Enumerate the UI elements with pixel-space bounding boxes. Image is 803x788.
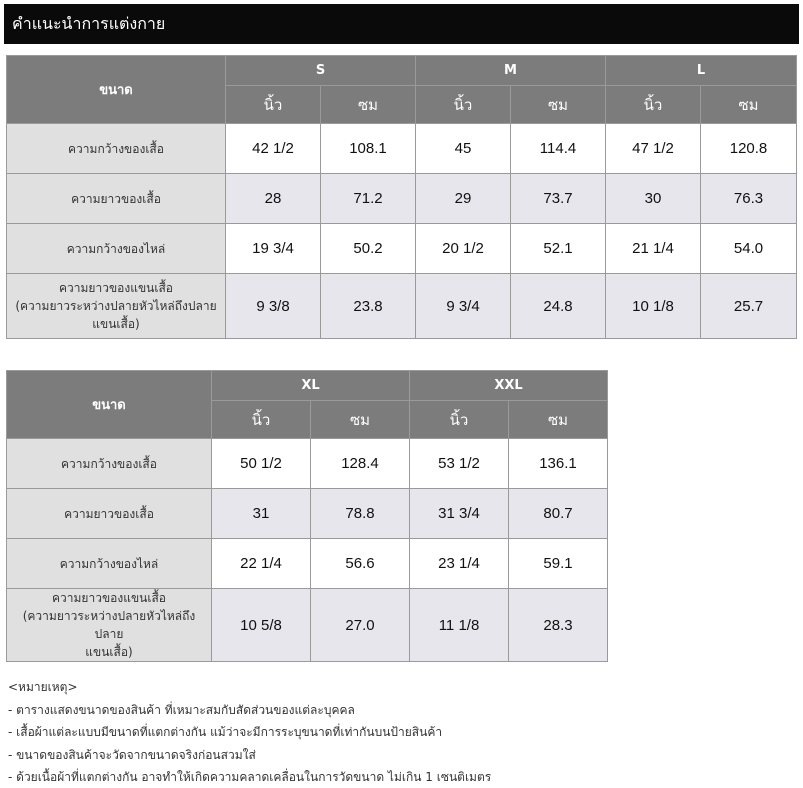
page-title: คำแนะนำการแต่งกาย	[4, 4, 799, 44]
table-cell: 25.7	[701, 274, 797, 339]
notes-heading: <หมายเหตุ>	[8, 680, 78, 694]
unit-inch-header: นิ้ว	[416, 86, 511, 124]
note-item: - เสื้อผ้าแต่ละแบบมีขนาดที่แตกต่างกัน แม้ว่าจะมีการระบุขนาดที่เท่ากันบนป้ายสินค้า	[8, 725, 443, 739]
size-table-s-m-l	[6, 55, 797, 339]
size-header: ขนาด	[7, 56, 226, 124]
unit-inch-header: นิ้ว	[226, 86, 321, 124]
row-label-line: ความยาวของแขนเสื้อ	[52, 591, 166, 605]
row-label-chest-width: ความกว้างของเสื้อ	[7, 124, 226, 174]
row-label-line: ความยาวของแขนเสื้อ	[59, 281, 173, 295]
size-s-header: S	[226, 56, 416, 86]
table-row	[7, 174, 797, 224]
table-cell: 56.6	[311, 539, 410, 589]
table-cell: 24.8	[511, 274, 606, 339]
row-label-body-length: ความยาวของเสื้อ	[7, 174, 226, 224]
row-label-line: (ความยาวระหว่างปลายหัวไหล่ถึงปลาย	[15, 299, 217, 313]
size-header: ขนาด	[7, 371, 212, 439]
table-cell: 20 1/2	[416, 224, 511, 274]
table-cell: 30	[606, 174, 701, 224]
table-cell: 27.0	[311, 589, 410, 662]
note-item: - ตารางแสดงขนาดของสินค้า ที่เหมาะสมกับสัดส่วนของแต่ละบุคคล	[8, 702, 355, 717]
table-cell: 52.1	[511, 224, 606, 274]
table-cell: 47 1/2	[606, 124, 701, 174]
table-row	[7, 589, 608, 662]
table-cell: 23.8	[321, 274, 416, 339]
table-cell: 28.3	[509, 589, 608, 662]
table-cell: 11 1/8	[410, 589, 509, 662]
unit-cm-header: ซม	[511, 86, 606, 124]
size-l-header: L	[606, 56, 797, 86]
table-cell: 50 1/2	[212, 439, 311, 489]
note-item: - ด้วยเนื้อผ้าที่แตกต่างกัน อาจทำให้เกิดความคลาดเคลื่อนในการวัดขนาด ไม่เกิน 1 เซนติเมตร	[8, 770, 492, 784]
row-label-sleeve-length	[7, 274, 226, 339]
table-cell: 78.8	[311, 489, 410, 539]
unit-cm-header: ซม	[321, 86, 416, 124]
table-cell: 31	[212, 489, 311, 539]
table-cell: 76.3	[701, 174, 797, 224]
table-cell: 128.4	[311, 439, 410, 489]
table-cell: 114.4	[511, 124, 606, 174]
row-label-chest-width: ความกว้างของเสื้อ	[7, 439, 212, 489]
row-label-line: (ความยาวระหว่างปลายหัวไหล่ถึงปลาย	[22, 609, 196, 641]
note-item: - ขนาดของสินค้าจะวัดจากขนาดจริงก่อนสวมใส่	[8, 747, 256, 762]
table-cell: 80.7	[509, 489, 608, 539]
size-xl-header: XL	[212, 371, 410, 401]
row-label-sleeve-length	[7, 589, 212, 662]
table-cell: 50.2	[321, 224, 416, 274]
table-row	[7, 439, 608, 489]
table-row	[7, 539, 608, 589]
table-cell: 120.8	[701, 124, 797, 174]
table-row	[7, 224, 797, 274]
table-cell: 21 1/4	[606, 224, 701, 274]
table-cell: 19 3/4	[226, 224, 321, 274]
table-cell: 42 1/2	[226, 124, 321, 174]
table-cell: 31 3/4	[410, 489, 509, 539]
notes-section	[8, 676, 798, 788]
row-label-line: แขนเสื้อ)	[92, 317, 140, 331]
table-row	[7, 274, 797, 339]
row-label-line: แขนเสื้อ)	[85, 645, 133, 659]
unit-inch-header: นิ้ว	[212, 401, 311, 439]
table-cell: 53 1/2	[410, 439, 509, 489]
table-cell: 54.0	[701, 224, 797, 274]
table-cell: 29	[416, 174, 511, 224]
table-cell: 45	[416, 124, 511, 174]
table-row	[7, 489, 608, 539]
table-cell: 9 3/4	[416, 274, 511, 339]
size-table-xl-xxl	[6, 370, 608, 662]
table-cell: 28	[226, 174, 321, 224]
size-m-header: M	[416, 56, 606, 86]
row-label-body-length: ความยาวของเสื้อ	[7, 489, 212, 539]
table-cell: 23 1/4	[410, 539, 509, 589]
unit-cm-header: ซม	[701, 86, 797, 124]
table-cell: 136.1	[509, 439, 608, 489]
table-cell: 22 1/4	[212, 539, 311, 589]
size-xxl-header: XXL	[410, 371, 608, 401]
table-cell: 108.1	[321, 124, 416, 174]
row-label-shoulder-width: ความกว้างของไหล่	[7, 224, 226, 274]
unit-cm-header: ซม	[311, 401, 410, 439]
table-row	[7, 124, 797, 174]
table-cell: 10 1/8	[606, 274, 701, 339]
table-cell: 59.1	[509, 539, 608, 589]
table-cell: 10 5/8	[212, 589, 311, 662]
table-cell: 9 3/8	[226, 274, 321, 339]
table-cell: 73.7	[511, 174, 606, 224]
unit-inch-header: นิ้ว	[606, 86, 701, 124]
row-label-shoulder-width: ความกว้างของไหล่	[7, 539, 212, 589]
table-cell: 71.2	[321, 174, 416, 224]
unit-cm-header: ซม	[509, 401, 608, 439]
unit-inch-header: นิ้ว	[410, 401, 509, 439]
